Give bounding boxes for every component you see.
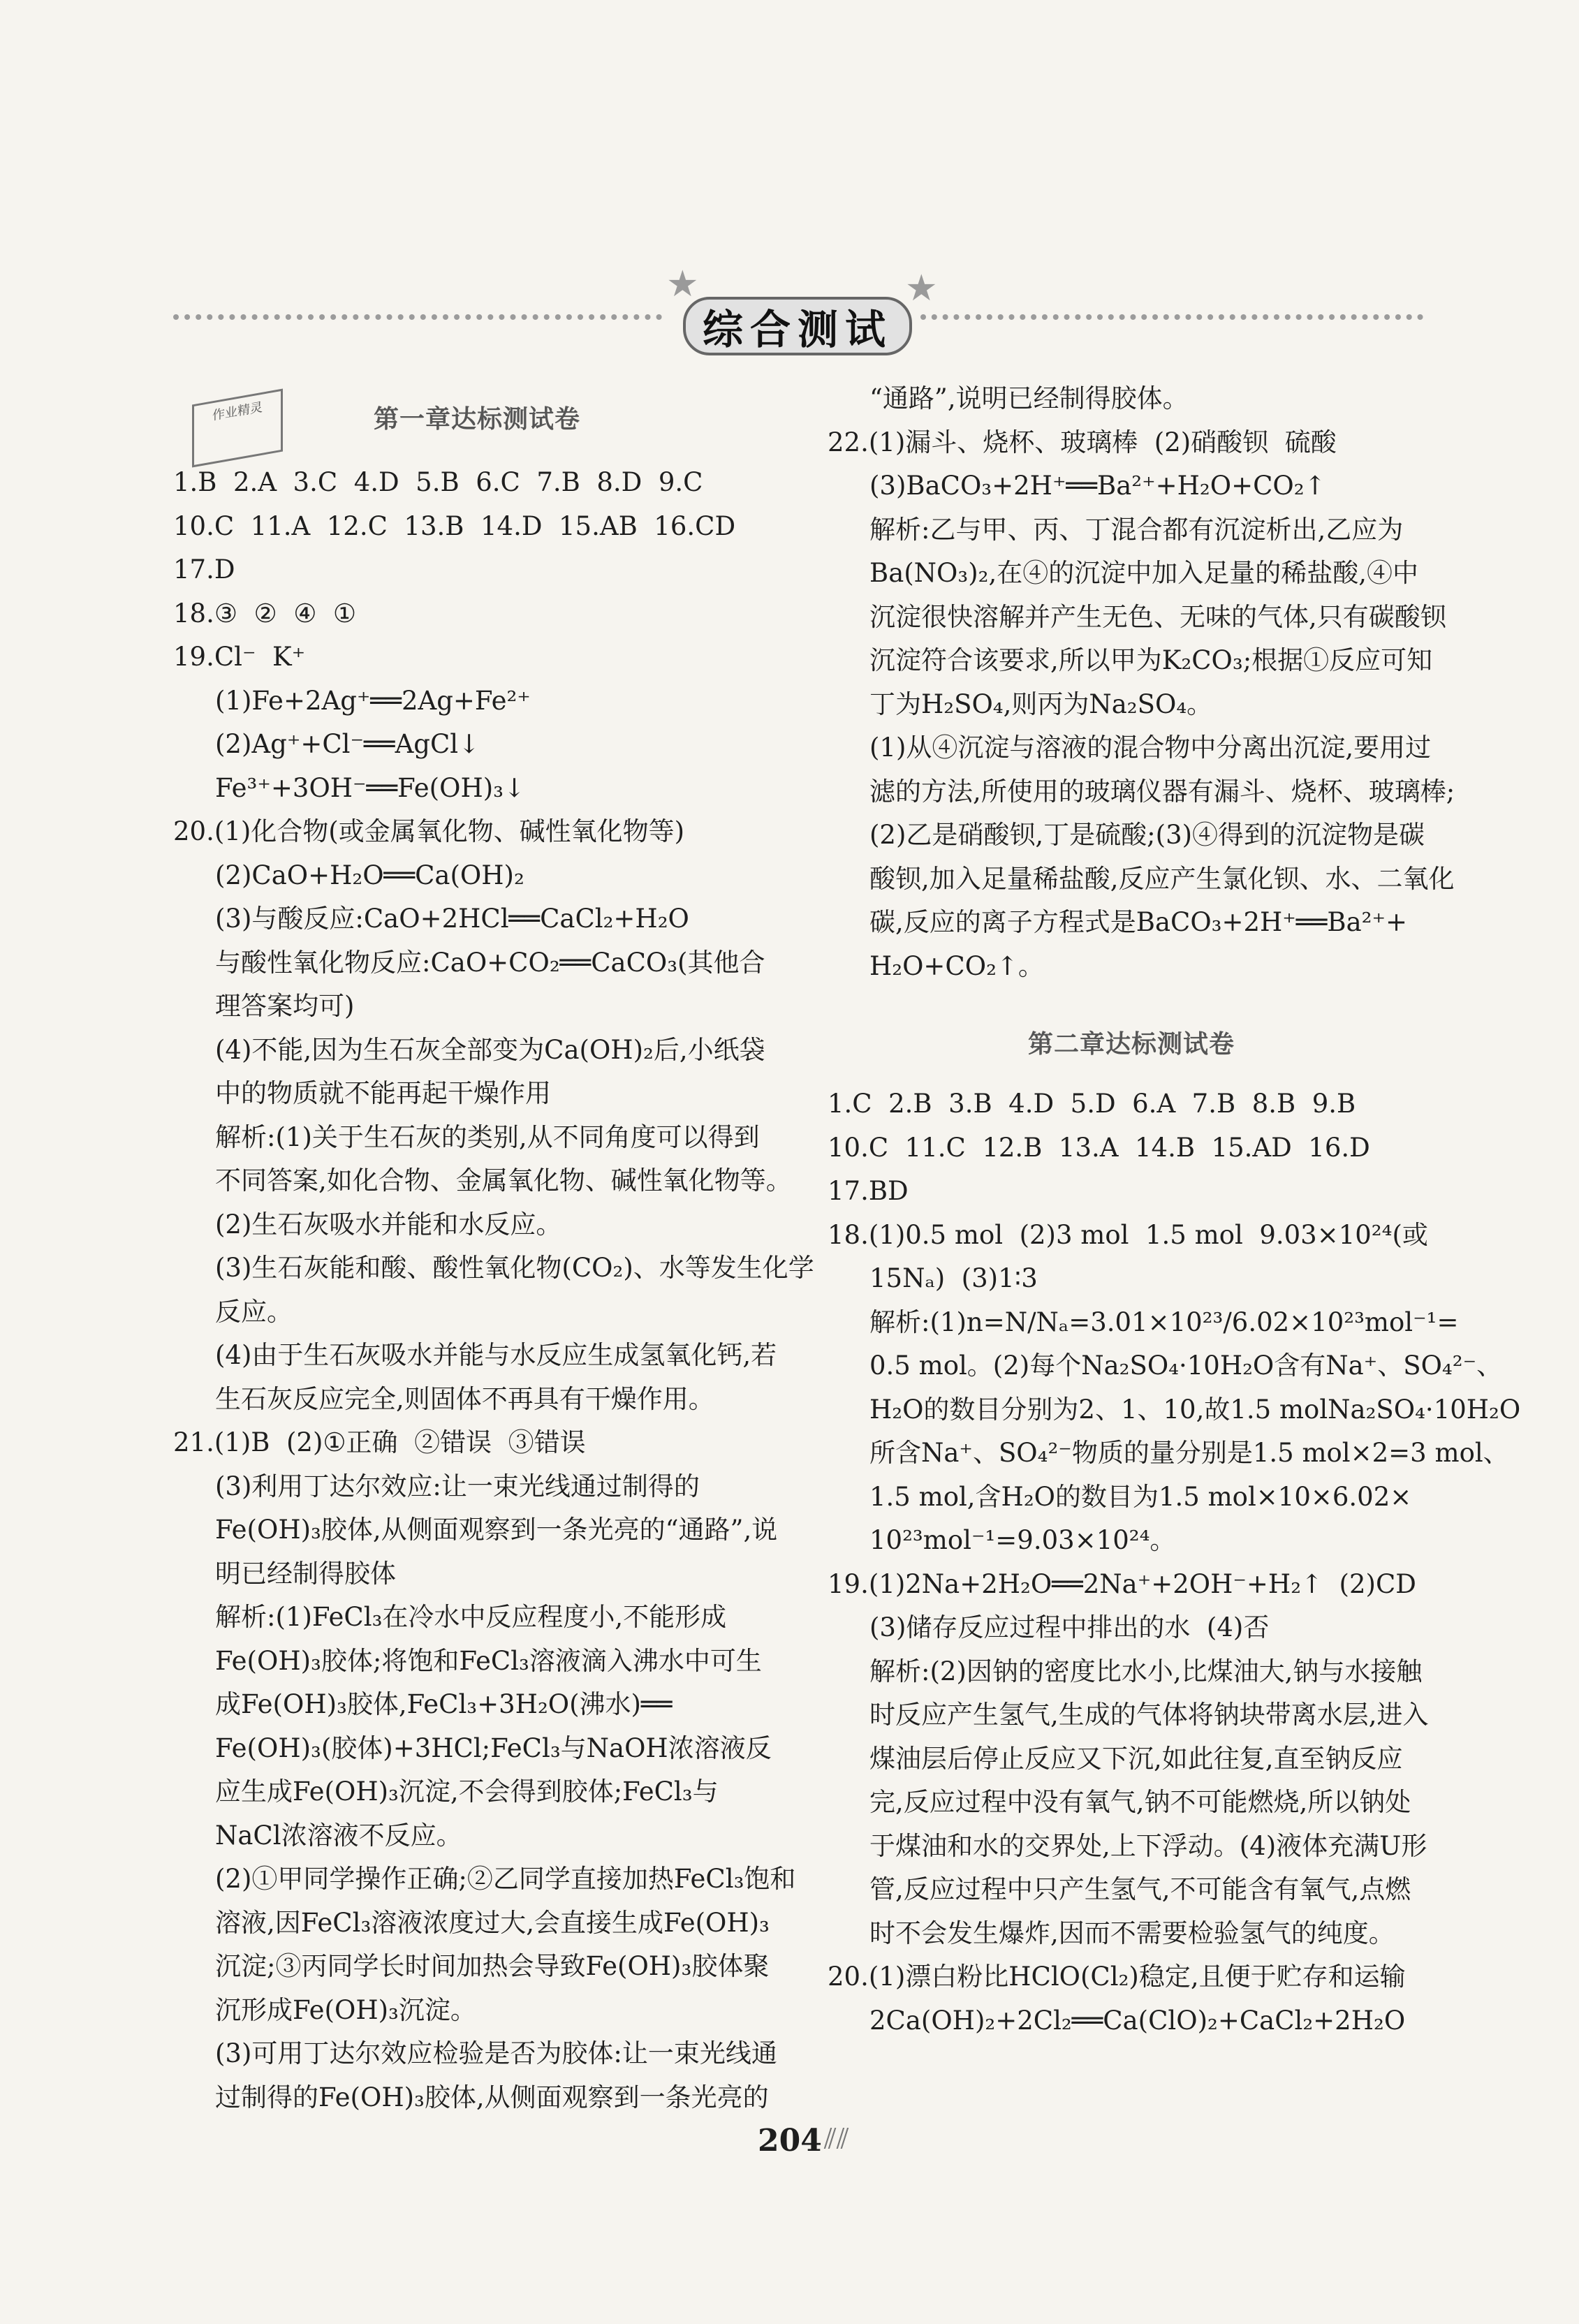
answer-line: 于煤油和水的交界处,上下浮动。(4)液体充满U形 <box>869 1830 1427 1861</box>
answer-line: 解析:(1)n=N/Nₐ=3.01×10²³/6.02×10²³mol⁻¹= <box>869 1307 1459 1337</box>
answer-line: 1.B 2.A 3.C 4.D 5.B 6.C 7.B 8.D 9.C <box>173 467 703 497</box>
answer-line: 所含Na⁺、SO₄²⁻物质的量分别是1.5 mol×2=3 mol、 <box>869 1438 1509 1468</box>
answer-line: 碳,反应的离子方程式是BaCO₃+2H⁺══Ba²⁺+ <box>869 907 1407 937</box>
section-banner <box>173 255 1423 353</box>
answer-line: NaCl浓溶液不反应。 <box>215 1820 462 1851</box>
answer-line: 10.C 11.A 12.C 13.B 14.D 15.AB 16.CD <box>173 510 736 541</box>
dotted-rule-right <box>920 314 1423 320</box>
answer-line: 反应。 <box>215 1296 293 1327</box>
answer-line: 解析:(2)因钠的密度比水小,比煤油大,钠与水接触 <box>869 1656 1423 1686</box>
answer-line: H₂O的数目分别为2、1、10,故1.5 molNa₂SO₄·10H₂O <box>869 1394 1521 1425</box>
answer-line: (3)储存反应过程中排出的水 (4)否 <box>869 1612 1270 1642</box>
answer-line: (1)从④沉淀与溶液的混合物中分离出沉淀,要用过 <box>869 733 1432 763</box>
answer-line: 解析:(1)关于生石灰的类别,从不同角度可以得到 <box>215 1121 760 1152</box>
star-icon: ★ <box>666 263 699 305</box>
answer-line: (2)CaO+H₂O══Ca(OH)₂ <box>215 860 524 890</box>
answer-line: 过制得的Fe(OH)₃胶体,从侧面观察到一条光亮的 <box>215 2082 769 2112</box>
answer-line: 17.BD <box>828 1176 909 1206</box>
answer-line: 22.(1)漏斗、烧杯、玻璃棒 (2)硝酸钡 硫酸 <box>828 427 1337 457</box>
answer-line: 10²³mol⁻¹=9.03×10²⁴。 <box>869 1525 1176 1555</box>
answer-line: 理答案均可) <box>215 991 355 1021</box>
answer-line: 19.(1)2Na+2H₂O══2Na⁺+2OH⁻+H₂↑ (2)CD <box>828 1568 1416 1599</box>
answer-line: (3)生石灰能和酸、酸性氧化物(CO₂)、水等发生化学 <box>215 1253 814 1283</box>
banner-title: 综合测试 <box>683 297 912 355</box>
chapter-test-heading: 第二章达标测试卷 <box>1027 1029 1235 1059</box>
answer-line: 中的物质就不能再起干燥作用 <box>215 1078 551 1108</box>
answer-line: 15Nₐ) (3)1∶3 <box>869 1263 1038 1293</box>
answer-line: (4)由于生石灰吸水并能与水反应生成氢氧化钙,若 <box>215 1340 777 1370</box>
answer-line: (3)可用丁达尔效应检验是否为胶体:让一束光线通 <box>215 2038 777 2068</box>
answer-line: 滤的方法,所使用的玻璃仪器有漏斗、烧杯、玻璃棒; <box>869 776 1455 807</box>
page-ornament-icon: ⫽⫽ <box>824 2123 849 2155</box>
answer-line: 20.(1)漂白粉比HClO(Cl₂)稳定,且便于贮存和运输 <box>828 1962 1406 1992</box>
homework-badge-logo: 作业精灵 <box>192 389 283 468</box>
answer-line: 生石灰反应完全,则固体不再具有干燥作用。 <box>215 1383 714 1414</box>
answer-line: Fe(OH)₃(胶体)+3HCl;FeCl₃与NaOH浓溶液反 <box>215 1733 772 1763</box>
answer-line: (3)BaCO₃+2H⁺══Ba²⁺+H₂O+CO₂↑ <box>869 471 1326 501</box>
right-column <box>828 377 1521 2043</box>
dotted-rule-left <box>173 314 662 320</box>
answer-line: 18.③ ② ④ ① <box>173 598 357 628</box>
answer-line: 10.C 11.C 12.B 13.A 14.B 15.AD 16.D <box>828 1132 1370 1163</box>
answer-line: 丁为H₂SO₄,则丙为Na₂SO₄。 <box>869 689 1213 719</box>
answer-line: 煤油层后停止反应又下沉,如此往复,直至钠反应 <box>869 1743 1403 1774</box>
answer-line: 0.5 mol。(2)每个Na₂SO₄·10H₂O含有Na⁺、SO₄²⁻、 <box>869 1351 1503 1381</box>
answer-line: 17.D <box>173 554 235 584</box>
answer-line: 应生成Fe(OH)₃沉淀,不会得到胶体;FeCl₃与 <box>215 1777 719 1807</box>
answer-line: Fe³⁺+3OH⁻══Fe(OH)₃↓ <box>215 772 525 803</box>
answer-line: 2Ca(OH)₂+2Cl₂══Ca(ClO)₂+CaCl₂+2H₂O <box>869 2005 1406 2036</box>
answer-line: (4)不能,因为生石灰全部变为Ca(OH)₂后,小纸袋 <box>215 1034 765 1065</box>
answer-line: 1.5 mol,含H₂O的数目为1.5 mol×10×6.02× <box>869 1481 1412 1512</box>
answer-line: 沉淀符合该要求,所以甲为K₂CO₃;根据①反应可知 <box>869 645 1433 675</box>
answer-line: 溶液,因FeCl₃溶液浓度过大,会直接生成Fe(OH)₃ <box>215 1907 770 1938</box>
answer-line: Fe(OH)₃胶体;将饱和FeCl₃溶液滴入沸水中可生 <box>215 1645 762 1676</box>
page-number: 204 <box>758 2123 822 2158</box>
star-icon: ★ <box>905 267 938 309</box>
answer-line: 18.(1)0.5 mol (2)3 mol 1.5 mol 9.03×10²⁴(或 <box>828 1219 1428 1250</box>
answer-line: 沉形成Fe(OH)₃沉淀。 <box>215 1994 476 2025</box>
answer-line: 解析:乙与甲、丙、丁混合都有沉淀析出,乙应为 <box>869 514 1404 545</box>
answer-line: 管,反应过程中只产生氢气,不可能含有氧气,点燃 <box>869 1874 1411 1904</box>
chapter-test-heading: 第一章达标测试卷 <box>373 404 580 434</box>
answer-line: (3)利用丁达尔效应:让一束光线通过制得的 <box>215 1471 700 1501</box>
answer-line: 沉淀;③丙同学长时间加热会导致Fe(OH)₃胶体聚 <box>215 1951 770 1981</box>
answer-line: 21.(1)B (2)①正确 ②错误 ③错误 <box>173 1427 586 1457</box>
answer-line: (2)Ag⁺+Cl⁻══AgCl↓ <box>215 729 480 759</box>
answer-line: 不同答案,如化合物、金属氧化物、碱性氧化物等。 <box>215 1165 792 1196</box>
answer-line: (2)①甲同学操作正确;②乙同学直接加热FeCl₃饱和 <box>215 1864 796 1894</box>
answer-line: 与酸性氧化物反应:CaO+CO₂══CaCO₃(其他合 <box>215 947 765 978</box>
answer-line: 完,反应过程中没有氧气,钠不可能燃烧,所以钠处 <box>869 1787 1411 1817</box>
answer-line: Fe(OH)₃胶体,从侧面观察到一条光亮的“通路”,说 <box>215 1515 778 1545</box>
answer-line: Ba(NO₃)₂,在④的沉淀中加入足量的稀盐酸,④中 <box>869 558 1419 588</box>
answer-line: “通路”,说明已经制得胶体。 <box>869 383 1189 413</box>
answer-line: 酸钡,加入足量稀盐酸,反应产生氯化钡、水、二氧化 <box>869 863 1455 894</box>
answer-line: 时反应产生氢气,生成的气体将钠块带离水层,进入 <box>869 1700 1429 1730</box>
answer-line: 解析:(1)FeCl₃在冷水中反应程度小,不能形成 <box>215 1602 727 1632</box>
answer-line: 成Fe(OH)₃胶体,FeCl₃+3H₂O(沸水)══ <box>215 1689 673 1719</box>
answer-line: 明已经制得胶体 <box>215 1558 396 1589</box>
answer-line: (1)Fe+2Ag⁺══2Ag+Fe²⁺ <box>215 685 531 716</box>
answer-line: 20.(1)化合物(或金属氧化物、碱性氧化物等) <box>173 816 685 846</box>
left-column <box>173 377 814 2119</box>
answer-line: 时不会发生爆炸,因而不需要检验氢气的纯度。 <box>869 1918 1395 1948</box>
answer-line: 沉淀很快溶解并产生无色、无味的气体,只有碳酸钡 <box>869 601 1446 632</box>
answer-line: (3)与酸反应:CaO+2HCl══CaCl₂+H₂O <box>215 904 689 934</box>
answer-line: (2)生石灰吸水并能和水反应。 <box>215 1209 562 1240</box>
answer-line: 1.C 2.B 3.B 4.D 5.D 6.A 7.B 8.B 9.B <box>828 1089 1356 1119</box>
answer-line: H₂O+CO₂↑。 <box>869 950 1044 981</box>
answer-line: 19.Cl⁻ K⁺ <box>173 642 306 672</box>
answer-line: (2)乙是硝酸钡,丁是硫酸;(3)④得到的沉淀物是碳 <box>869 820 1425 850</box>
